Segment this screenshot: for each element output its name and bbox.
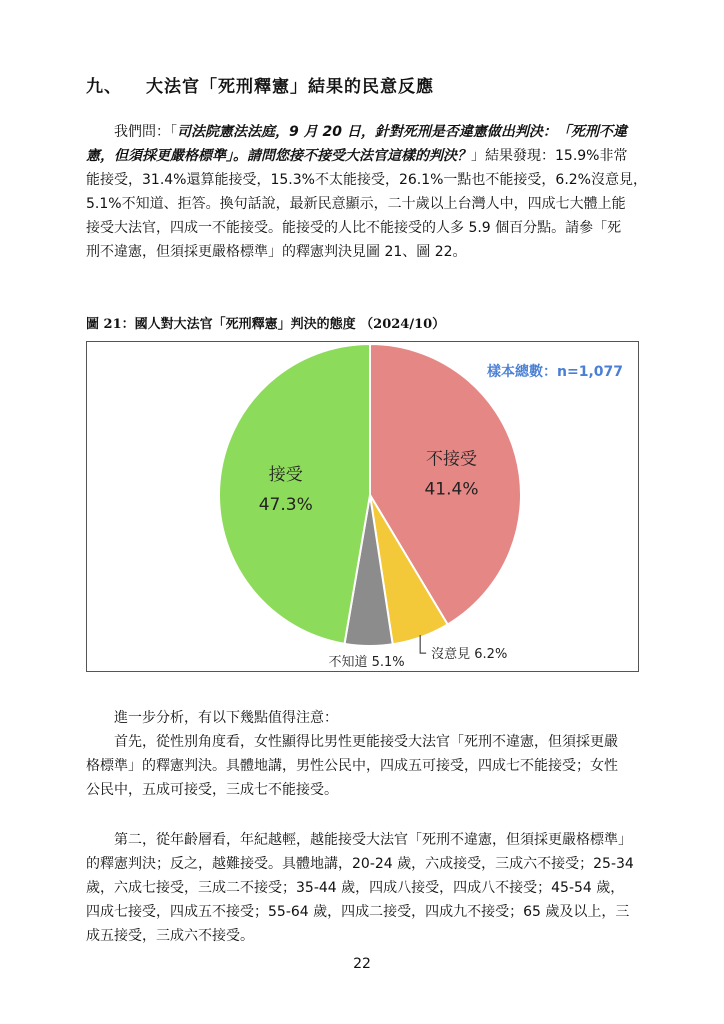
pie-value-0: 41.4%	[424, 479, 479, 500]
analysis-paragraph-2	[86, 828, 642, 948]
analysis-p1-line-2: 格標準」的釋憲判決。具體地講，男性公民中，四成五可接受，四成七不能接受；女性	[86, 758, 618, 774]
intro-line-2	[86, 144, 642, 168]
analysis-p2-line-2: 的釋憲判決；反之，越難接受。具體地講，20-24 歲，六成接受，三成六不接受；25-34	[86, 856, 634, 872]
intro-line-1-plain: 我們問：「	[114, 124, 177, 140]
intro-line-4: 5.1%不知道、拒答。換句話說，最新民意顯示，二十歲以上台灣人中，四成七大體上能	[86, 196, 626, 212]
analysis-section	[86, 706, 642, 802]
sample-size-label: 樣本總數：n=1,077	[487, 364, 623, 380]
intro-line-5: 接受大法官，四成一不能接受。能接受的人比不能接受的人多 5.9 個百分點。請參「死	[86, 220, 622, 236]
intro-line-1-quote: 司法院憲法法庭，9 月 20 日，針對死刑是否違憲做出判決：「死刑不違	[177, 124, 627, 140]
pie-callout-2: 不知道 5.1%	[328, 654, 405, 670]
analysis-p1-line-1: 首先，從性別角度看，女性顯得比男性更能接受大法官「死刑不違憲，但須採更嚴	[114, 734, 618, 750]
intro-line-3: 能接受，31.4%還算能接受，15.3%不太能接受，26.1%一點也不能接受，6.2%沒意見，	[86, 172, 647, 188]
analysis-p2-line-5: 成五接受，三成六不接受。	[86, 928, 254, 944]
analysis-p1-line-3: 公民中，五成可接受，三成七不能接受。	[86, 782, 338, 798]
pie-label-3: 接受	[268, 464, 303, 485]
pie-chart-frame	[86, 341, 639, 672]
section-heading	[86, 72, 434, 97]
analysis-p2-line-1: 第二，從年齡層看，年紀越輕，越能接受大法官「死刑不違憲，但須採更嚴格標準」	[114, 832, 632, 848]
figure-caption: 圖 21：國人對大法官「死刑釋憲」判決的態度 （2024/10）	[86, 317, 446, 332]
intro-line-6: 刑不違憲，但須採更嚴格標準」的釋憲判決見圖 21、圖 22。	[86, 244, 467, 260]
intro-paragraph	[86, 120, 647, 264]
pie-value-3: 47.3%	[258, 494, 313, 515]
analysis-lead: 進一步分析，有以下幾點值得注意：	[114, 710, 338, 726]
analysis-p2-line-3: 歲，六成七接受，三成二不接受；35-44 歲，四成八接受，四成八不接受；45-54 歲，	[86, 880, 625, 896]
intro-line-2-plain: 」結果發現：15.9%非常	[471, 148, 628, 164]
section-title: 大法官「死刑釋憲」結果的民意反應	[146, 77, 434, 97]
analysis-p2-line-4: 四成七接受，四成五不接受；55-64 歲，四成二接受，四成九不接受；65 歲及以上，三	[86, 904, 630, 920]
pie-callout-1: 沒意見 6.2%	[431, 647, 508, 663]
pie-chart	[87, 342, 640, 673]
page-number: 22	[353, 956, 371, 972]
intro-line-1	[86, 120, 642, 144]
section-number: 九、	[86, 77, 122, 97]
intro-line-2-quote: 憲，但須採更嚴格標準」。請問您接不接受大法官這樣的判決？	[86, 148, 471, 164]
pie-label-0: 不接受	[425, 449, 477, 470]
